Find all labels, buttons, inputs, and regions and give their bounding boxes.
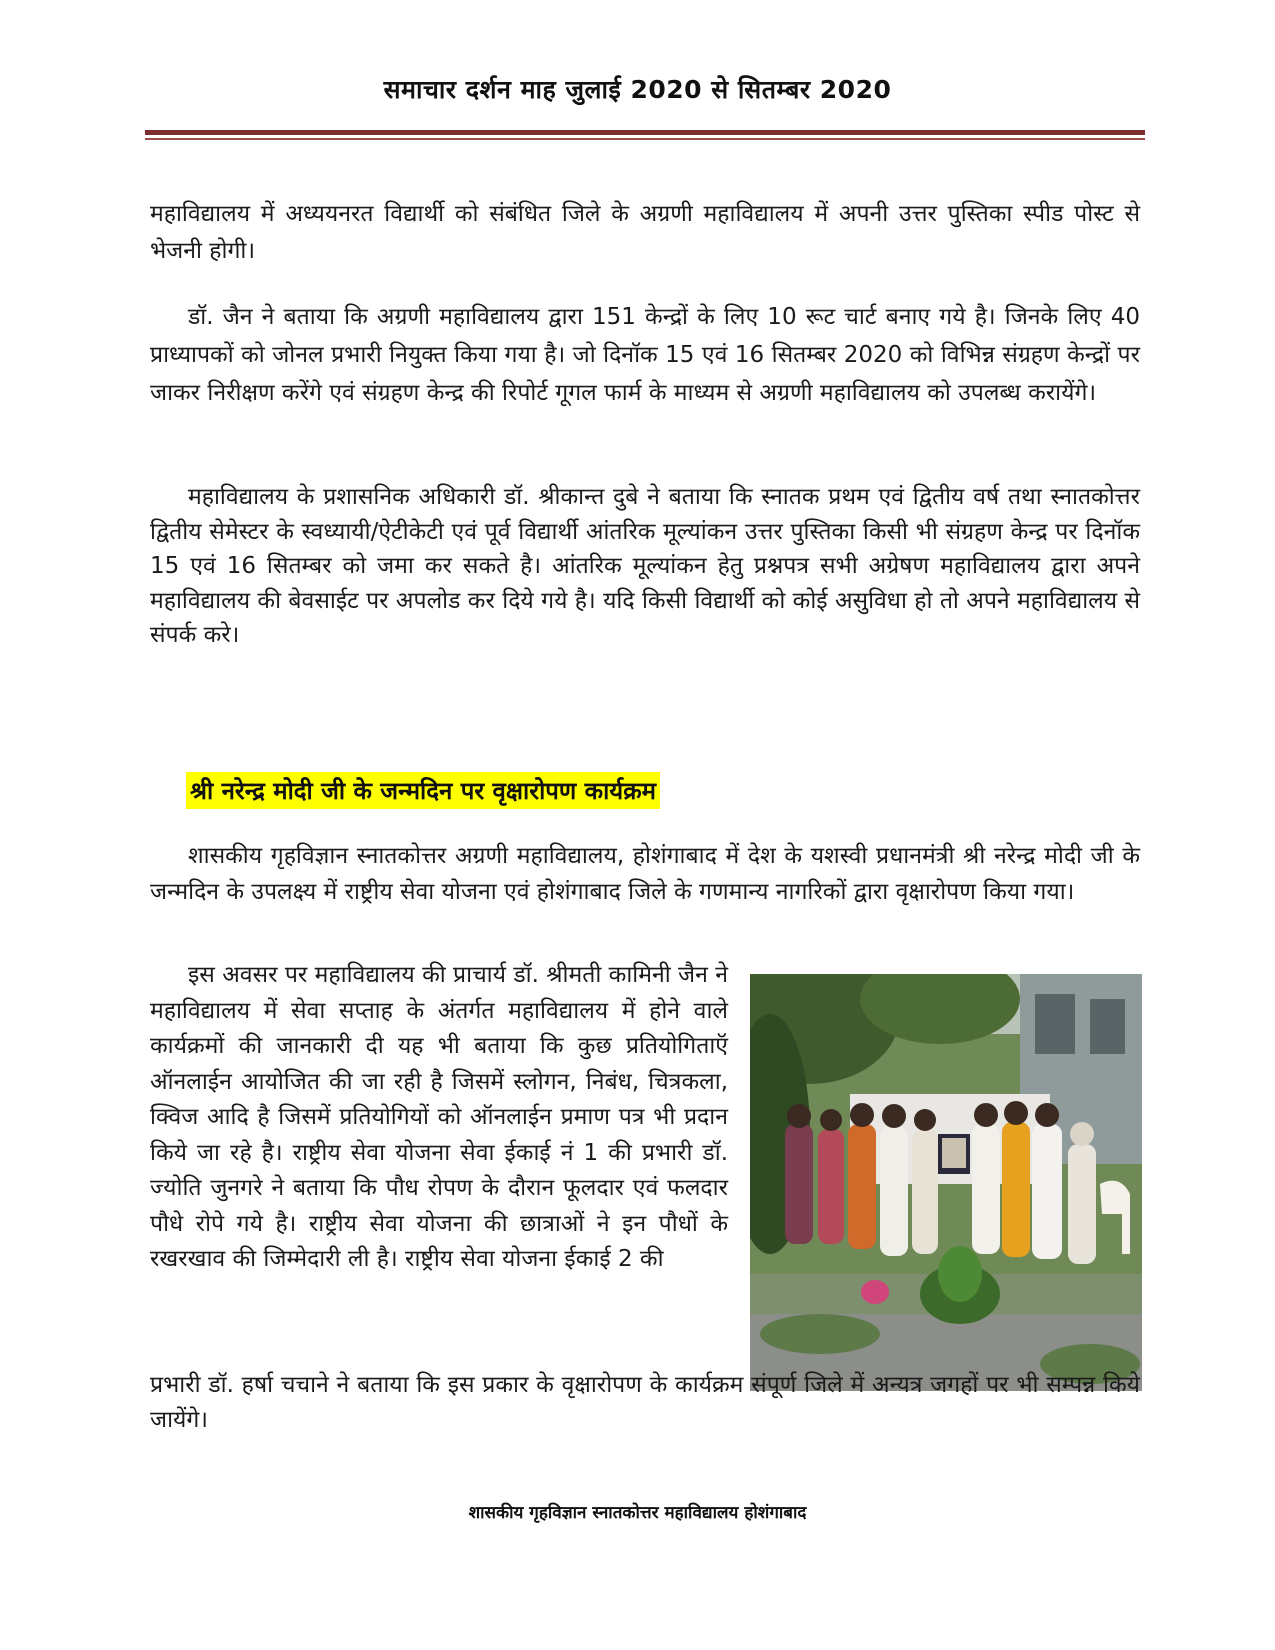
paragraph-5: इस अवसर पर महाविद्यालय की प्राचार्य डॉ. श्रीमती कामिनी जैन ने महाविद्यालय में सेवा सप्ताह के अंतर्गत महाविद्यालय में होने वाले कार्यक्रमों की जानकारी दी यह भी बताया कि कुछ प्रतियोगिताऍ ऑनलाईन आयोजित की जा रही है जिसमें स्लोगन, निबंध, चित्रकला, क्विज आदि है जिसमें प्रतियोगियों को ऑनलाईन प्रमाण पत्र भी प्रदान किये जा रहे है। राष्ट्रीय सेवा योजना सेवा ईकाई नं 1 की प्रभारी डॉ. ज्योति जुनगरे ने बताया कि पौध रोपण के दौरान फूलदार एवं फलदार पौधे रोपे गये है। राष्ट्रीय सेवा योजना की छात्राओं ने इन पौधों के रखरखाव की जिम्मेदारी ली है। राष्ट्रीय सेवा योजना ईकाई 2 की (150, 962, 728, 1272)
event-photo (750, 974, 1142, 1391)
header-rule-thin (145, 138, 1145, 140)
paragraph-4: शासकीय गृहविज्ञान स्नातकोत्तर अग्रणी महाविद्यालय, होशंगाबाद में देश के यशस्वी प्रधानमंत्री श्री नरेन्द्र मोदी जी के जन्मदिन के उपलक्ष्य में राष्ट्रीय सेवा योजना एवं होशंगाबाद जिले के गणमान्य नागरिकों द्वारा वृक्षारोपण किया गया। (150, 843, 1140, 905)
paragraph-1: महाविद्यालय में अध्ययनरत विद्यार्थी को संबंधित जिले के अग्रणी महाविद्यालय में अपनी उत्तर पुस्तिका स्पीड पोस्ट से भेजनी होगी। (150, 201, 1140, 264)
paragraph-6: प्रभारी डॉ. हर्षा चचाने ने बताया कि इस प्रकार के वृक्षारोपण के कार्यक्रम संपूर्ण जिले में अन्यत्र जगहों पर भी सम्पन्न किये जायेंगे। (150, 1372, 1140, 1433)
page-footer: शासकीय गृहविज्ञान स्नातकोत्तर महाविद्यालय होशंगाबाद (468, 1503, 807, 1523)
paragraph-2: डॉ. जैन ने बताया कि अग्रणी महाविद्यालय द्वारा 151 केन्द्रों के लिए 10 रूट चार्ट बनाए गये है। जिनके लिए 40 प्राध्यापकों को जोनल प्रभारी नियुक्त किया गया है। जो दिनॉक 15 एवं 16 सितम्बर 2020 को विभिन्न संग्रहण केन्द्रों पर जाकर निरीक्षण करेंगे एवं संग्रहण केन्द्र की रिपोर्ट गूगल फार्म के माध्यम से अग्रणी महाविद्यालय को उपलब्ध करायेंगे। (150, 304, 1140, 406)
section-heading: श्री नरेन्द्र मोदी जी के जन्मदिन पर वृक्षारोपण कार्यक्रम (186, 772, 660, 809)
paragraph-3: महाविद्यालय के प्रशासनिक अधिकारी डॉ. श्रीकान्त दुबे ने बताया कि स्नातक प्रथम एवं द्वितीय वर्ष तथा स्नातकोत्तर द्वितीय सेमेस्टर के स्वध्यायी/ऐटीकेटी एवं पूर्व विद्यार्थी आंतरिक मूल्यांकन उत्तर पुस्तिका किसी भी संग्रहण केन्द्र पर दिनॉक 15 एवं 16 सितम्बर को जमा कर सकते है। आंतरिक मूल्यांकन हेतु प्रश्नपत्र सभी अग्रेषण महाविद्यालय द्वारा अपने महाविद्यालय की बेवसाईट पर अपलोड कर दिये गये है। यदि किसी विद्यार्थी को कोई असुविधा हो तो अपने महाविद्यालय से संपर्क करे। (150, 484, 1140, 648)
header-rule (145, 130, 1145, 135)
page-header-title: समाचार दर्शन माह जुलाई 2020 से सितम्बर 2020 (383, 75, 892, 104)
